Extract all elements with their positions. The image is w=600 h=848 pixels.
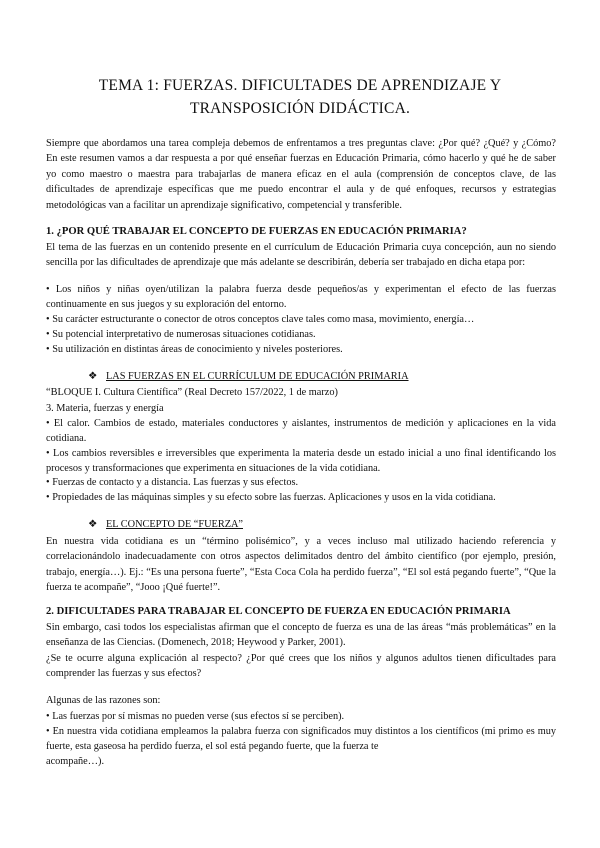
reasons-intro: Algunas de las razones son: xyxy=(46,695,161,706)
section-1-paragraph: El tema de las fuerzas en un contenido presente en el currículum de Educación Primaria cuya concepción, aun no siendo sencilla por las dificultades de aprendizaje que más adelante se describirán, debería ser trabajado en dicha etapa por: xyxy=(46,242,556,269)
list-item: • Las fuerzas por sí mismas no pueden verse (sus efectos sí se perciben). xyxy=(46,709,556,724)
list-item: • Su utilización en distintas áreas de conocimiento y niveles posteriores. xyxy=(46,342,556,357)
subsection-1-title: LAS FUERZAS EN EL CURRÍCULUM DE EDUCACIÓN PRIMARIA xyxy=(106,371,409,382)
fuerza-concept-paragraph: En nuestra vida cotidiana es un “término polisémico”, y a veces incluso mal utilizado haciendo referencia y correlacionándolo inadecuadamente con otros aspectos delimitados dentro del ámbito científico (por ejemplo, presión, trabajo, energía…). Ej.: “Es una persona fuerte”, “Esta Coca Cola ha perdido fuerza”, “El sol está pegando fuerte”, “Que la fuerza te acompañe”, “Jooo ¡Qué fuerte!”. xyxy=(46,536,556,594)
list-item: • Los niños y niñas oyen/utilizan la palabra fuerza desde pequeños/as y experimentan el efecto de las fuerzas continuamente en sus juegos y su exploración del entorno. xyxy=(46,282,556,313)
section-2-paragraph-2: ¿Se te ocurre alguna explicación al respecto? ¿Por qué crees que los niños y algunos adultos tienen dificultades para comprender las fuerzas y sus efectos? xyxy=(46,653,556,680)
diamond-bullet-icon: ❖ xyxy=(88,371,98,382)
diamond-bullet-icon: ❖ xyxy=(88,519,98,530)
subsection-2-title: EL CONCEPTO DE “FUERZA” xyxy=(106,519,243,530)
list-item: • En nuestra vida cotidiana empleamos la palabra fuerza con significados muy distintos a los científicos (mi primo es muy fuerte, esta gaseosa ha perdido fuerza, el sol está pegando fuerte, que la fuerza te xyxy=(46,724,556,755)
section-1-heading: 1. ¿POR QUÉ TRABAJAR EL CONCEPTO DE FUERZAS EN EDUCACIÓN PRIMARIA? xyxy=(46,226,467,237)
subsection-2-heading xyxy=(88,517,243,532)
section-2-heading: 2. DIFICULTADES PARA TRABAJAR EL CONCEPTO DE FUERZA EN EDUCACIÓN PRIMARIA xyxy=(46,606,511,617)
bloque-reference: “BLOQUE I. Cultura Científica” (Real Decreto 157/2022, 1 de marzo) xyxy=(46,387,338,398)
list-item: • Propiedades de las máquinas simples y su efecto sobre las fuerzas. Aplicaciones y usos en la vida cotidiana. xyxy=(46,490,556,505)
materia-heading: 3. Materia, fuerzas y energía xyxy=(46,403,164,414)
list-item: • Su carácter estructurante o conector de otros conceptos clave tales como masa, movimiento, energía… xyxy=(46,312,556,327)
title-line-2: TRANSPOSICIÓN DIDÁCTICA. xyxy=(189,100,411,117)
section-2-paragraph-1: Sin embargo, casi todos los especialistas afirman que el concepto de fuerza es una de las áreas “más problemáticas” en la enseñanza de las Ciencias. (Domenech, 2018; Heywood y Parker, 2001). xyxy=(46,622,556,649)
list-item: • Los cambios reversibles e irreversibles que experimenta la materia desde un estado inicial a uno final identificando los procesos y transformaciones que experimenta en situaciones de la vida cotidiana. xyxy=(46,446,556,477)
list-item: • Fuerzas de contacto y a distancia. Las fuerzas y sus efectos. xyxy=(46,475,556,490)
subsection-1-heading xyxy=(88,369,409,384)
list-item: • Su potencial interpretativo de numerosas situaciones cotidianas. xyxy=(46,327,556,342)
intro-paragraph: Siempre que abordamos una tarea compleja debemos de enfrentamos a tres preguntas clave: ¿Por qué? ¿Qué? y ¿Cómo? En este resumen vamos a dar respuesta a por qué enseñar fuerzas en Educación Primaria, cómo hacerlo y qué he de saber yo como maestro o maestra para trabajarlas de manera eficaz en el aula (comprensión de conceptos clave, de las dificultades de aprendizaje específicas que me puedo encontrar el aula y de qué enfoques, recursos y estrategias metodológicas van a facilitar un aprendizaje significativo, competencial y transferible. xyxy=(46,138,556,211)
list-item: • El calor. Cambios de estado, materiales conductores y aislantes, instrumentos de medición y aplicaciones en la vida cotidiana. xyxy=(46,416,556,447)
title-line-1: TEMA 1: FUERZAS. DIFICULTADES DE APRENDIZAJE Y xyxy=(98,77,502,94)
list-item-continuation: acompañe…). xyxy=(46,756,105,767)
document-title xyxy=(60,74,540,120)
